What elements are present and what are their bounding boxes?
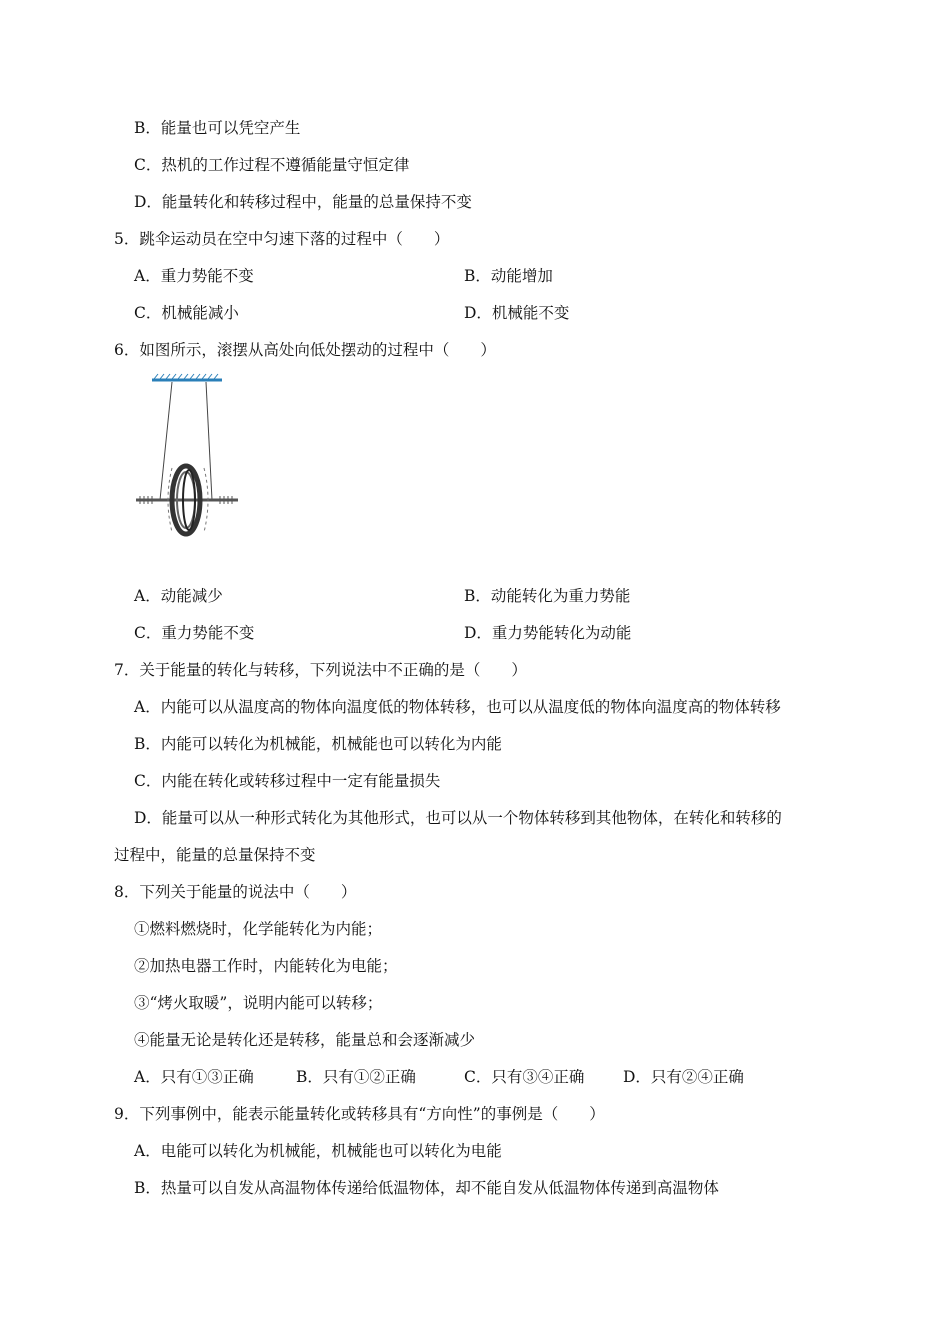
- q8-option-a: A．只有①③正确: [134, 1068, 254, 1086]
- q7-option-b: B．内能可以转化为机械能，机械能也可以转化为内能: [134, 735, 502, 753]
- q7-option-c: C．内能在转化或转移过程中一定有能量损失: [134, 772, 441, 790]
- q6-option-b: B．动能转化为重力势能: [464, 587, 631, 605]
- q8-statement-4: ④能量无论是转化还是转移，能量总和会逐渐减少: [134, 1031, 476, 1049]
- q4-option-c: C．热机的工作过程不遵循能量守恒定律: [134, 156, 410, 174]
- q6-option-c: C．重力势能不变: [134, 624, 255, 642]
- q6-stem: 6．如图所示，滚摆从高处向低处摆动的过程中（ ）: [114, 341, 496, 359]
- maxwell-pendulum-figure: [134, 372, 244, 552]
- q7-option-a: A．内能可以从温度高的物体向温度低的物体转移，也可以从温度低的物体向温度高的物体转移: [134, 698, 781, 716]
- q8-stem: 8．下列关于能量的说法中（ ）: [114, 883, 357, 901]
- q7-option-d-line1: D．能量可以从一种形式转化为其他形式，也可以从一个物体转移到其他物体，在转化和转移的: [134, 809, 782, 827]
- q5-option-b: B．动能增加: [464, 267, 553, 285]
- q5-option-d: D．机械能不变: [464, 304, 570, 322]
- q6-option-a: A．动能减少: [134, 587, 223, 605]
- q5-option-c: C．机械能减小: [134, 304, 239, 322]
- q8-statement-3: ③“烤火取暖”，说明内能可以转移；: [134, 994, 383, 1012]
- q4-option-d: D．能量转化和转移过程中，能量的总量保持不变: [134, 193, 472, 211]
- q5-stem: 5．跳伞运动员在空中匀速下落的过程中（ ）: [114, 230, 450, 248]
- q8-statement-2: ②加热电器工作时，内能转化为电能；: [134, 957, 398, 975]
- q9-option-b: B．热量可以自发从高温物体传递给低温物体，却不能自发从低温物体传递到高温物体: [134, 1179, 719, 1197]
- q8-option-c: C．只有③④正确: [464, 1068, 585, 1086]
- q5-option-a: A．重力势能不变: [134, 267, 254, 285]
- q8-statement-1: ①燃料燃烧时，化学能转化为内能；: [134, 920, 383, 938]
- q7-stem: 7．关于能量的转化与转移，下列说法中不正确的是（ ）: [114, 661, 527, 679]
- q4-option-b: B．能量也可以凭空产生: [134, 119, 301, 137]
- q7-option-d-line2: 过程中，能量的总量保持不变: [114, 846, 316, 864]
- q9-option-a: A．电能可以转化为机械能，机械能也可以转化为电能: [134, 1142, 502, 1160]
- q8-option-d: D．只有②④正确: [623, 1068, 744, 1086]
- q8-option-b: B．只有①②正确: [296, 1068, 416, 1086]
- q9-stem: 9．下列事例中，能表示能量转化或转移具有“方向性”的事例是（ ）: [114, 1105, 605, 1123]
- q6-option-d: D．重力势能转化为动能: [464, 624, 632, 642]
